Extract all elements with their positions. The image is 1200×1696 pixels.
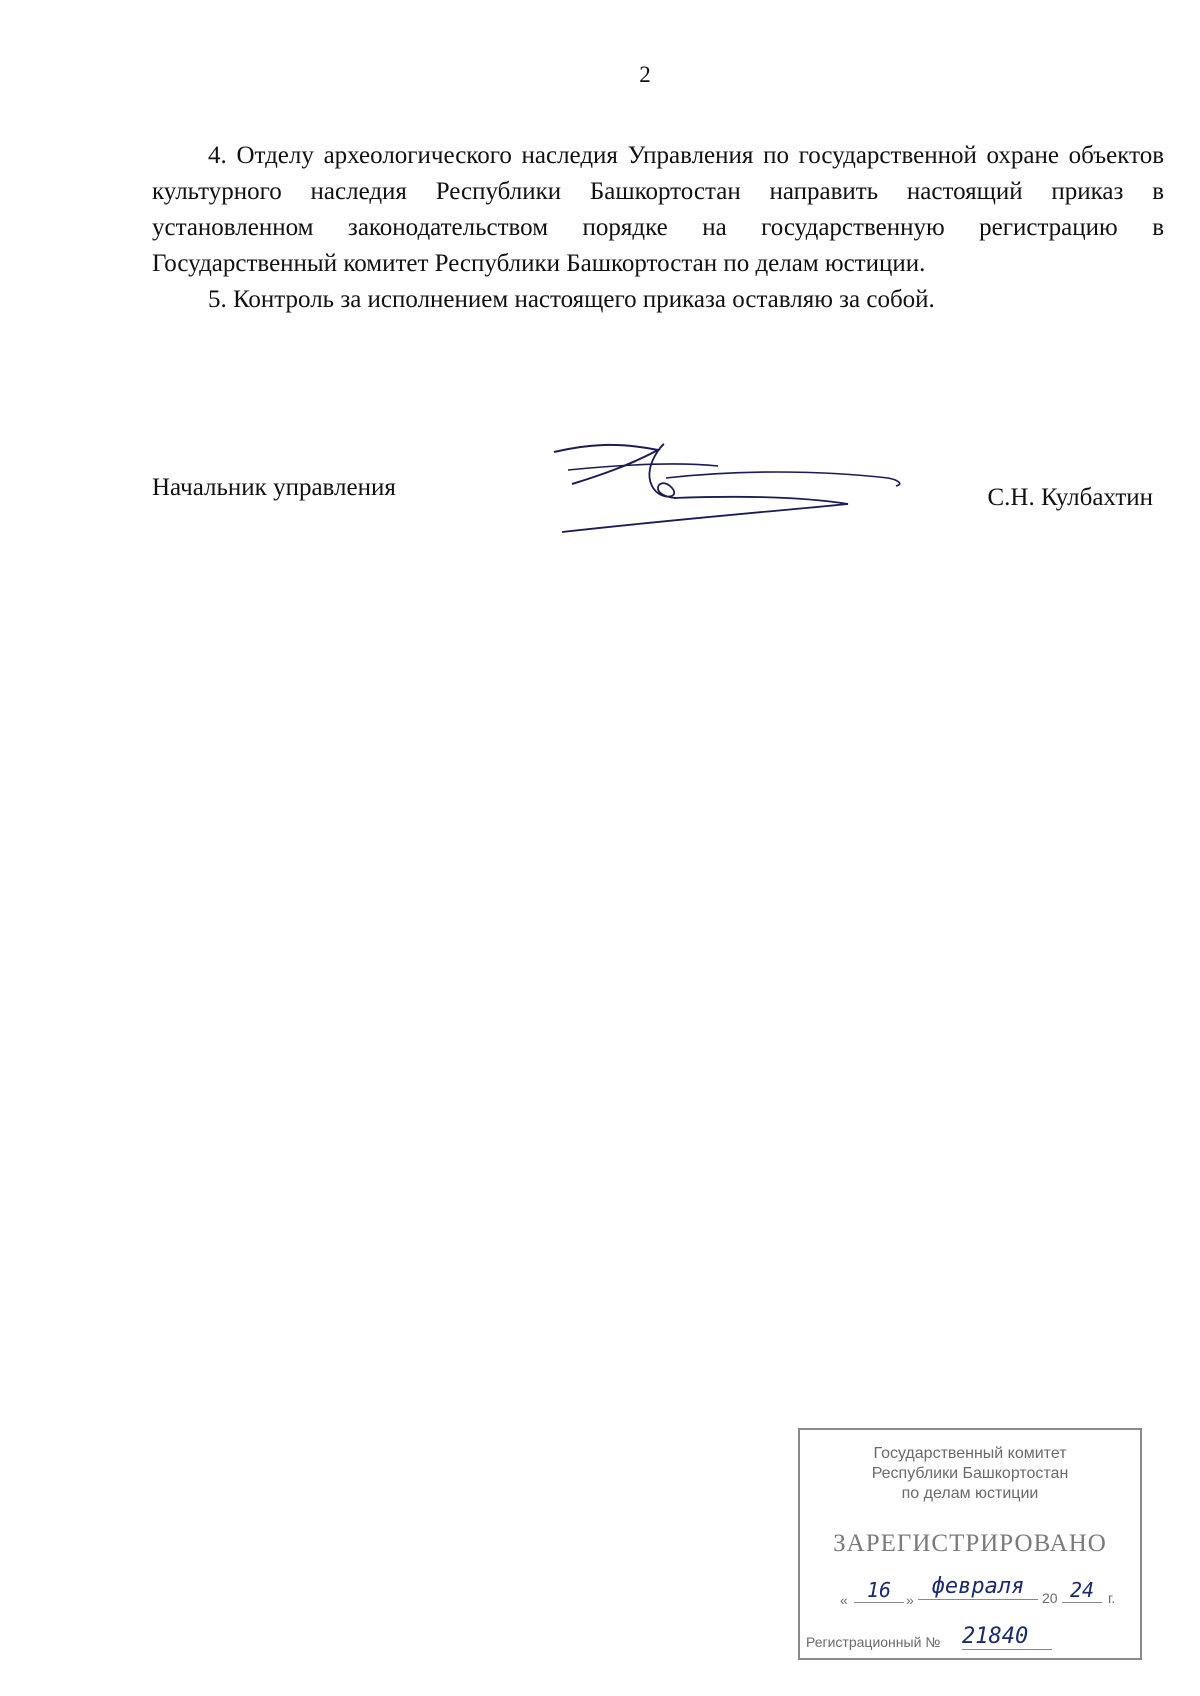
stamp-registration bbox=[806, 1626, 1126, 1656]
stamp-reg-label: Регистрационный № bbox=[806, 1634, 941, 1650]
signatory-name: С.Н. Кулбахтин bbox=[987, 484, 1153, 511]
stamp-reg-number: 21840 bbox=[962, 1624, 1052, 1650]
stamp-quote-close: » bbox=[906, 1592, 914, 1608]
page-number: 2 bbox=[639, 62, 651, 87]
handwritten-signature bbox=[548, 440, 928, 540]
stamp-month: февраля bbox=[918, 1574, 1038, 1600]
stamp-day: 16 bbox=[854, 1578, 904, 1603]
paragraph-4: 4. Отделу археологического наследия Управления по государственной охране объектов культурного наследия Республики Башкортостан направить настоящий приказ в установленном законодательством порядке на государственную регистрацию в Государственный комитет Республики Башкортостан по делам юстиции. bbox=[152, 142, 1164, 277]
stamp-date bbox=[836, 1574, 1136, 1612]
stamp-org-line: Государственный комитет bbox=[873, 1445, 1067, 1462]
signatory-title: Начальник управления bbox=[152, 474, 396, 501]
document-body bbox=[152, 138, 1164, 318]
stamp-year-mark: г. bbox=[1108, 1590, 1116, 1606]
stamp-year: 24 bbox=[1062, 1578, 1102, 1603]
stamp-organization bbox=[800, 1444, 1140, 1504]
stamp-title: ЗАРЕГИСТРИРОВАНО bbox=[833, 1530, 1107, 1557]
stamp-org-line: Республики Башкортостан bbox=[871, 1465, 1069, 1482]
registration-stamp bbox=[798, 1428, 1142, 1660]
stamp-org-line: по делам юстиции bbox=[901, 1485, 1039, 1502]
stamp-quote-open: « bbox=[840, 1592, 848, 1608]
paragraph-5: 5. Контроль за исполнением настоящего приказа оставляю за собой. bbox=[208, 286, 935, 313]
stamp-year-prefix: 20 bbox=[1042, 1590, 1058, 1606]
